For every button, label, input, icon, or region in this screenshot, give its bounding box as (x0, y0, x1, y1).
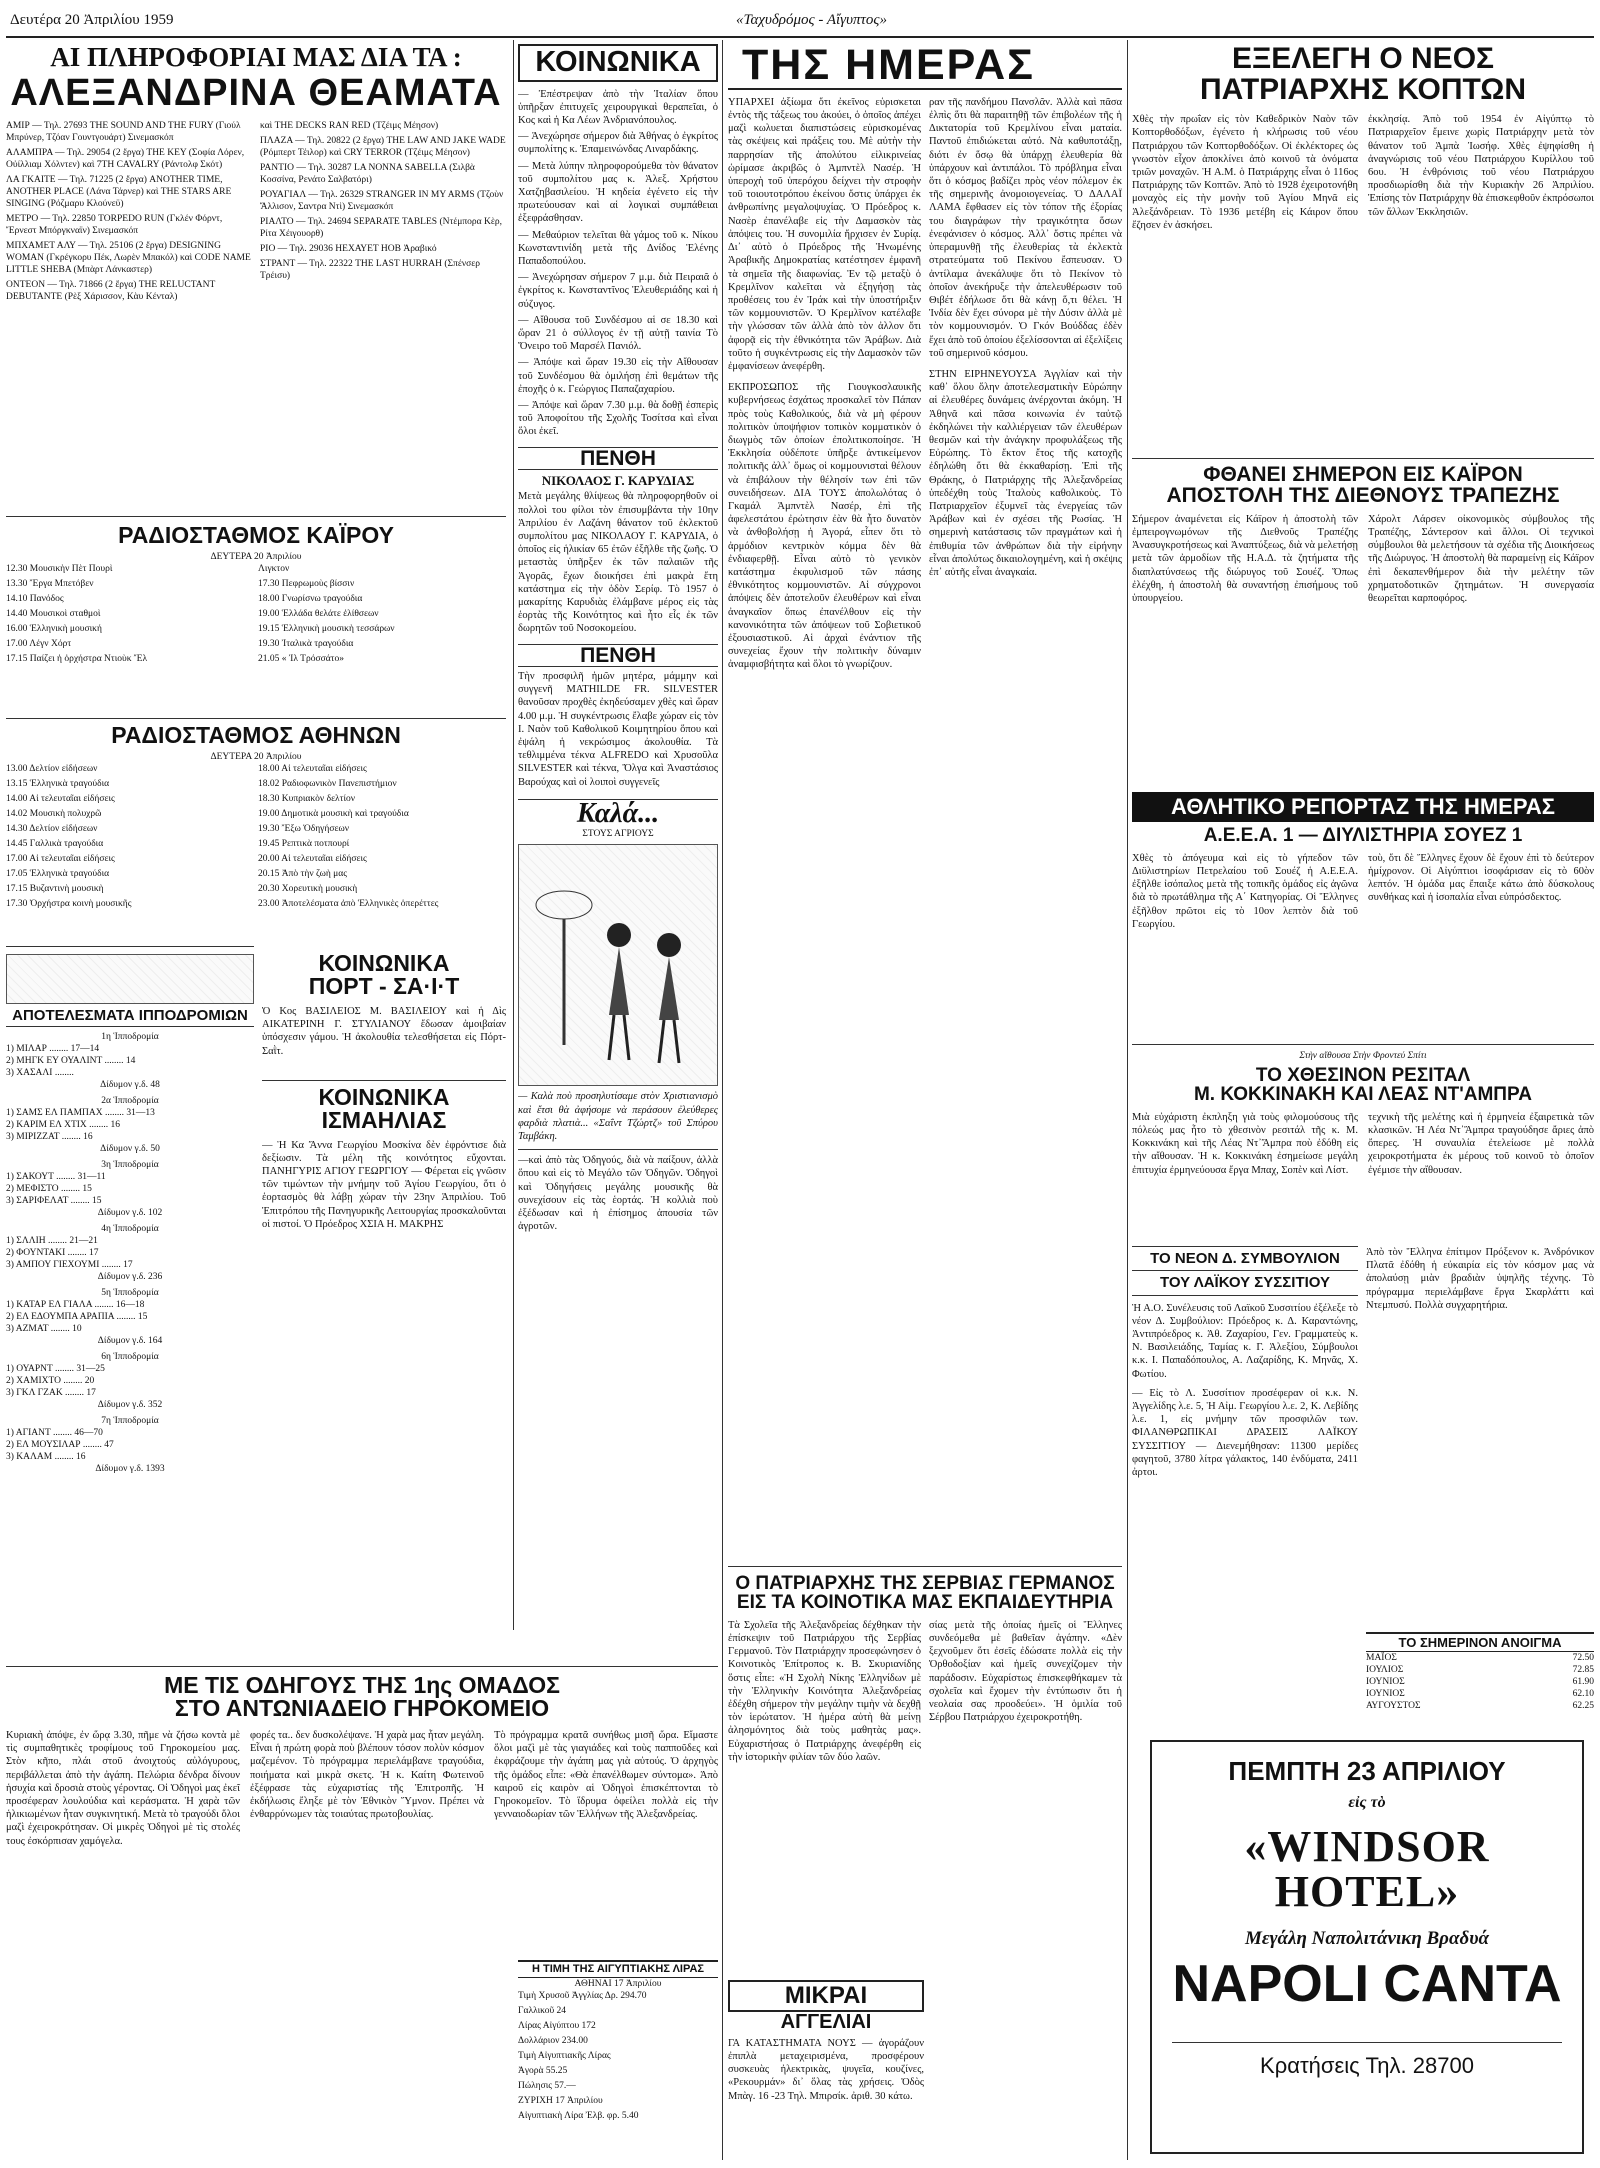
cinema-listing: ΑΛΑΜΠΡΑ — Τηλ. 29054 (2 ἔργα) THE KEY (Σοφία Λόρεν, Οὐίλλιαμ Χόλντεν) καὶ 7TH CAVALRY (Ράντολφ Σκότ) (6, 148, 245, 171)
social-item: — Μεθαύριον τελεῖται θὰ γάμος τοῦ κ. Νίκου Κωνσταντινίδη μετὰ τῆς Δνίδος Ἑλένης Παπαδοπούλου. (518, 229, 718, 268)
radio-program-item: 20.30 Χορευτικὴ μουσικὴ (258, 884, 358, 895)
horse-racing-illustration (6, 954, 254, 1004)
social-title: ΚΟΙΝΩΝΙΚΑ (518, 44, 718, 82)
social-port-said (262, 952, 506, 1652)
cinema-listing: ΜΕΤΡΟ — Τηλ. 22850 TORPEDO RUN (Γκλέν Φόρντ, Ἔρνεστ Μπόργκναϊν) Σινεμασκόπ (6, 214, 223, 237)
currency-rate: Τιμὴ Χρυσοῦ Ἀγγλίας Δρ. 294.70 (518, 1991, 647, 2002)
race-double: Δίδυμον γ.δ. 50 (100, 1144, 160, 1155)
race-double: Δίδυμον γ.δ. 352 (97, 1400, 163, 1411)
cotton-price: 62.25 (1572, 1701, 1594, 1712)
race-result: 3) ΣΑΡΙΦΕΛΑΤ ........ 15 (6, 1196, 102, 1207)
race-heading: 4η Ἱπποδρομία (101, 1224, 159, 1235)
of-the-day-col-1a: ΥΠΑΡΧΕΙ ἀξίωμα ὅτι ἐκεῖνος εὑρισκεται ἐντὸς τῆς τάξεως του ἀκούει, ὁ ὁποῖος ἀπέχει μαζὶ κωλυεται διαπιστώσεις εὑρισκομένας τὰς σκέψεις καὶ πράξεις του. Μὲ αὐτὴν τὴν παρρησίαν τῆς ἀπολύτου εἰλικρινείας ὡρίμασε ἀκριβῶς ὁ Ἀμπντὲλ Νασέρ. Ἡ ὑπεροχὴ τοῦ ὑπερόχου δείχνει τὴν στροφὴν τοῦ τοιουτοτρόπου ἐκείνου ὅστις ὑπάρχει ἐκ ἀνθρωπίνης μεγαλοψυχίας. Ὁ Πρόεδρος κ. Νασὲρ ἐπανέλαβε εἰς τὴν Δαμασκὸν τὰς ἀπόψεις του. Ἡ συνομιλία ἤρχισεν ἐν Συρίᾳ. Δι᾽ αὐτὸ ὁ Πρόεδρος τῆς Ἡνωμένης Ἀραβικῆς Δημοκρατίας κατέστησεν ἐμφανῆ τὰ σημεῖα τῆς διαφωνίας. Ἐν τῷ μεταξὺ ὁ Κρεμλῖνον καλεῖται νὰ ἐξηγήσῃ τὰς προθέσεις του ἐν Ἰράκ καὶ τὴν ὑποστήριξιν τῶν κομμουνιστῶν. Ὁ Κρεμλῖνον κατέλαβε τὴν γλώσσαν τῶν ἀλλὰ ἀπὸ τὸν ἀλλον ὅτι ἀφορᾷ εἰς τὴν ἐθνικότητα τῶν Ἀράβων. Διὰ τοῦτο ἡ συγκέντρωσις εἰς τὴν Δαμασκὸν τῶν ἐμφανίσεων ἀνεφέρθη. (728, 96, 921, 372)
radio-program-item: 17.30 Ὀρχήστρα κοινὴ μουσικῆς (6, 899, 132, 910)
radio-program-item: 23.00 Ἀποτελέσματα ἀπὸ Ἑλληνικὲς ὁπερέττες (258, 899, 439, 910)
race-result: 2) ΧΑΜΙΧΤΟ ........ 20 (6, 1376, 95, 1387)
social-item: — Ἐπέστρεψαν ἀπὸ τὴν Ἰταλίαν ὅπου ὑπῆρξαν ἐπιτυχεῖς χειρουργικαὶ θεραπεῖαι, ὁ Κος καὶ ἡ Κα Λέων Ἀνδριανόπουλος. (518, 88, 718, 126)
race-double: Δίδυμον γ.δ. 236 (97, 1272, 163, 1283)
radio-program-item: 12.30 Μουσικὴν Πὲτ Πουρὶ (6, 564, 113, 575)
windsor-hotel-ad (1150, 1740, 1584, 2154)
race-result: 1) ΜΙΛΑΡ ........ 17—14 (6, 1044, 100, 1055)
cotton-prices (1366, 1632, 1594, 1728)
social-item: — Ἀνεχώρησε σήμερον διὰ Ἀθήνας ὁ ἐγκρίτος συμπολίτης κ. Ἐπαμεινώνδας Λιναρδάκης. (518, 131, 718, 156)
radio-program-item: 19.30 Ἰταλικὰ τραγούδια (258, 639, 354, 650)
social-item: — Μετὰ λύπην πληροφορούμεθα τὸν θάνατον τοῦ συμπολίτου μας κ. Ἀλεξ. Χρήστου Χατζηβασιλείου. Ἡ κηδεία ἐγένετο εἰς τὴν πρωτεύουσαν καὶ αἱ λογικαὶ συμπάθειαι ἐξεφράσθησαν. (518, 160, 718, 225)
social-item: — Ἀνεχώρησαν σήμερον 7 μ.μ. διὰ Πειραιᾶ ὁ ἐγκρίτος κ. Κωνσταντῖνος Ἐλευθεριάδης καὶ ἡ σύζυγος. (518, 272, 718, 310)
race-heading: 5η Ἱπποδρομία (101, 1288, 159, 1299)
radio-athens-list-a (6, 763, 252, 913)
ad-date: ΠΕΜΠΤΗ 23 ΑΠΡΙΛΙΟΥ (1228, 1756, 1506, 1786)
radio-program-item: 16.00 Ἑλληνικὴ μουσική (6, 624, 102, 635)
guides-text-col-2: φορές τα.. δεν δυσκολέψανε. Ἡ χαρὰ μας ἦταν μεγάλη. Εἶναι ἡ πρώτη φορὰ ποὺ βλέπουν τόσον πολὺν κόσμον μαζεμένον. Τὸ πρόγραμμα περιελάμβανε τραγούδια, ποιήματα καὶ μικρὰ σκετς. Ἡ κ. Καίτη Φωτεινοῦ ἐξέφρασε τὰς εὐχαριστίας τῆς Ἐπιτροπῆς. Ἡ ἐκδήλωσις ἔληξε μὲ τὸν Ἐθνικὸν Ὕμνον. Πρέπει νὰ ἐνθαρρύνωμεν τὰς τοιαύτας πρωτοβουλίας. (249, 1729, 484, 1821)
race-heading: 3η Ἱπποδρομία (101, 1160, 159, 1171)
race-result: 1) ΣΑΚΟΥΤ ........ 31—11 (6, 1172, 106, 1183)
cotton-month: ΙΟΥΛΙΟΣ (1366, 1665, 1404, 1676)
soup-kitchen-text-2: — Εἰς τὸ Λ. Συσσίτιον προσέφεραν οἱ κ.κ. Ν. Ἀγγελίδης λ.ε. 5, Ἡ Αἰμ. Γεωργίου λ.ε. 2, Κ. Λεβίδης λ.ε. 1, εἰς μνήμην τῶν προσφιλῶν των. ΦΙΛΑΝΘΡΩΠΙΚΑΙ ΔΡΑΣΕΙΣ ΛΑΪΚΟΥ ΣΥΣΣΙΤΙΟΥ — Διενεμήθησαν: 11300 μερίδες φαγητοῦ, 3780 λίτρα γάλακτος, 140 ἐνδύματα, 2411 ἀρτοι. (1132, 1387, 1358, 1479)
race-result: 3) ΓΚΛ ΓΖΑΚ ........ 17 (6, 1388, 96, 1399)
column-divider (722, 40, 723, 2160)
of-the-day-section (728, 44, 1122, 1284)
radio-program-item: 17.05 Ἑλληνικὰ τραγούδια (6, 869, 110, 880)
cinema-listing: ΠΛΑΖΑ — Τηλ. 20822 (2 ἔργα) THE LAW AND JAKE WADE (Ρόμπερτ Τέιλορ) καὶ CRY TERROR (Τζέιμς Μέησον) (260, 136, 506, 159)
race-double: Δίδυμον γ.δ. 1393 (95, 1464, 165, 1475)
race-result: 1) ΣΑΜΣ ΕΛ ΠΑΜΠΑΧ ........ 31—13 (6, 1108, 155, 1119)
cotton-month: ΑΥΓΟΥΣΤΟΣ (1366, 1701, 1421, 1712)
cotton-month: ΜΑΪΟΣ (1366, 1653, 1397, 1664)
radio-program-item: 18.00 Γνωρίσνω τραγούδια (258, 594, 363, 605)
race-result: 3) ΑΜΠΟΥ ΓΙΕΧΟΥΜΙ ........ 17 (6, 1260, 133, 1271)
soup-kitchen-headline-2: ΤΟΥ ΛΑΪΚΟΥ ΣΥΣΣΙΤΙΟΥ (1132, 1271, 1358, 1295)
currency-date: ΑΘΗΝΑΙ 17 Ἀπριλίου (574, 1979, 662, 1990)
cinema-listing: ΑΜΙΡ — Τηλ. 27693 THE SOUND AND THE FURY (Γιούλ Μπρύνερ, Τζόαν Γουντγουάρτ) Σινεμασκόπ (6, 121, 241, 144)
recital-article (1132, 1044, 1594, 1244)
sports-report (1132, 792, 1594, 1042)
radio-program-item: 18.02 Ραδιοφωνικὸν Πανεπιστήμιον (258, 779, 397, 790)
cotton-prices-list (1366, 1652, 1594, 1712)
classifieds-title: ΜΙΚΡΑΙ (728, 1980, 924, 2012)
radio-cairo-date: ΔΕΥΤΕΡΑ 20 Ἀπριλίου (210, 552, 302, 563)
cinema-listing: καὶ THE DECKS RAN RED (Τζέιμς Μέησον) (260, 121, 439, 132)
of-the-day-col-2a: ραν τῆς πανδήμου Πανσλᾶν. Ἀλλὰ καὶ πᾶσα ἐλπὶς ὅτι θὰ παραιτηθῇ τῶν ἐπιβολέων τῆς ἡ Δικτατορία τοῦ Κρεμλίνου εἶναι ματαία. Παντοῦ ἐπιδιώκεται αὐτό. Νὰ καθυποτάξῃ, διότι ἐν ὅσῳ θὰ ὑπάρχῃ ἐλευθερία θὰ ὑπάρχουν καὶ ἀντιπάλοι. Τὸ πρόβλημα εἶναι ὅτι ὁ κόσμος βαδίζει πρὸς νέον πόλεμον ἐκ τῆς σημερινῆς ἀνομοιογενείας. Ὁ ΔΑΛΑΪ ΛΑΜΑ ἔφθασεν εἰς τὸν τόπον τῆς ἐξορίας του διαγράφων τὴν τραγικότητα ὅσων ἐνεφάνισεν ὁ κόσμος. Ἀλλ᾽ ὅστις πρέπει νὰ ὑπεραμυνθῇ τῆς ἐλευθερίας τὰ ἐκλεκτὰ στρατεύματα τοῦ Πεκίνου ἔσπευσαν. Ὁ ἀντίλαμα ἀνεκάλυψε ὅτι τὸ Πεκίνον τὸ ὁποῖον ἀνεκήρυξε τὴν ἀπελευθέρωσιν τοῦ Θιβέτ ἐδήλωσε ὅτι θὰ κάνῃ ὅ,τι θέλει. Ἡ Ἰνδία δὲν ἔχει σύνορα μὲ τὴν Δύσιν ἀλλὰ μὲ τὸν κομμουνισμόν. Ὁ Γκόν Βούδδας ἐδὲν ἔχει ἀπὸ τοῦ ὁποίου ἐξελίσσονται αἱ ἐξελίξεις τοῦ σημερινοῦ κόσμου. (929, 96, 1122, 359)
cinema-listing: ΜΠΧΑΜΕΤ ΑΛΥ — Τηλ. 25106 (2 ἔργα) DESIGNING WOMAN (Γκρέγκορυ Πέκ, Λωρὲν Μπακόλ) καὶ CODE NAME LITTLE SHEBA (Μπὰρτ Λάνκαστερ) (6, 241, 251, 276)
currency-rate: Πώλησις 57.— (518, 2081, 576, 2092)
ad-venue-prefix: εἰς τὸ (1348, 1793, 1386, 1811)
cotton-price-row (1366, 1688, 1594, 1700)
ad-hotel-name: «WINDSOR HOTEL» (1244, 1821, 1490, 1916)
ismailia-subtitle: ΙΣΜΑΗΛΙΑΣ (321, 1107, 447, 1134)
coptic-text-col-2: ἐκκλησίᾳ. Ἀπὸ τοῦ 1954 ἐν Αἰγύπτῳ τὸ Πατριαρχεῖον ἔμεινε χωρὶς Πατριάρχην μετὰ τὸν θάνατον τοῦ Ἀμπὰ Ἰωσήφ. Χθὲς ἐψηφίσθη ἡ ἀναγνώρισις τοῦ νέου Πατριάρχου Κυρίλλου τοῦ 6ου. Ἡ ἐνθρόνισις τοῦ νέου Πατριάρχου προσδιωρίσθη διὰ τὴν Κυριακὴν 26 Ἀπριλίου. Ἐπίσης τὸν Πατριάρχην θὰ ἐπισκεφθοῦν ἐκπρόσωποι τῶν ἄλλων Ἐκκλησιῶν. (1368, 114, 1594, 218)
port-said-text: Ὁ Κος ΒΑΣΙΛΕΙΟΣ Μ. ΒΑΣΙΛΕΙΟΥ καὶ ἡ Δὶς ΑΙΚΑΤΕΡΙΝΗ Γ. ΣΤΥΛΙΑΝΟΥ ἔδωσαν ἀμοιβαίαν ὑπόσχεσιν γάμου. Ἡ ἀκολουθία τελεσθήσεται εἰς Πόρτ-Σαῒτ. (262, 1005, 506, 1057)
radio-program-item: 13.00 Δελτίον εἰδήσεων (6, 764, 98, 775)
radio-program-item: 17.00 Λέγν Χόρτ (6, 639, 72, 650)
currency-section (518, 1960, 718, 2160)
cinema-listing: ΡΙΑΛΤΟ — Τηλ. 24694 SEPARATE TABLES (Ντέμπορα Κὲρ, Ρίτα Χέιγουορθ) (260, 217, 502, 240)
cinema-list-a (6, 120, 252, 306)
column-divider (513, 40, 514, 1630)
race-result: 2) ΜΗΓΚ ΕΥ ΟΥΑΛΙΝΤ ........ 14 (6, 1056, 136, 1067)
cartoon-caption: — Καλὰ ποὺ προσηλυτίσαμε στὸν Χριστιανισμὸ καὶ ἔτσι θὰ ἀφήσομε νὰ περάσουν ἐλεύθερες φαρδιὰ πλατιὰ... «Σαΐντ Τζώρτζ» τοῦ Σπύρου Ταμβάκη. (518, 1091, 718, 1142)
social-item: — Αἴθουσα τοῦ Συνδέσμου αἱ σε 18.30 καὶ ὥραν 21 ὁ σύλλογος ἐν τῇ αὐτῇ ταινία Τὸ Ὄνειρο τοῦ Μαρσέλ Πανιόλ. (518, 314, 718, 353)
sports-text-col-2: τοὺ, ὅτι δὲ Ἕλληνες ἔχουν δὲ ἔχουν ἐπὶ τὸ δεύτερον ἡμίχρονον. Οἱ Αἰγύπτιοι ἰσοφάρισαν εἰς τὸ 60ὸν λεπτόν. Ἡ ὁμάδα μας ἔπαιξε κάτω ἀπὸ δύσκολους συνθήκας καὶ ἡ ἰσοπαλία εἶναι εὐπρόσδεκτος. (1368, 852, 1594, 904)
race-result: 1) ΟΥΑΡΝΤ ........ 31—25 (6, 1364, 105, 1375)
currency-rates (518, 1990, 718, 2122)
classifieds-text: ΓΑ ΚΑΤΑΣΤΗΜΑΤΑ ΝΟΥΣ — ἀγοράζουν ἐπιπλὰ μεταχειρισμένα, προσφέρουν συσκευὰς ἠλεκτρικὰς, ψυγεῖα, κουζίνες, «Ρεκουρμάν» δι᾽ ὅλας τὰς χρήσεις. Ὁδὸς Μπὰγ. 16 -23 Τηλ. Μπιρσίκ. ἀριθ. 30 κάτω. (728, 2037, 924, 2102)
cotton-price: 72.50 (1572, 1653, 1594, 1664)
cotton-price: 61.90 (1572, 1677, 1594, 1688)
radio-program-item: 17.00 Αἱ τελευταῖαι εἰδήσεις (6, 854, 115, 865)
race-heading: 1η Ἱπποδρομία (101, 1032, 159, 1043)
world-bank-text-col-1: Σήμερον ἀναμένεται εἰς Κάϊρον ἡ ἀποστολὴ τῶν ἐμπειρογνωμόνων τῆς Διεθνοῦς Τραπέζης Ἀνασυγκροτήσεως καὶ Ἀναπτύξεως, διὰ νὰ μελετήσῃ μετὰ τῶν ἀρμοδίων τῆς Η.Α.Δ. τὰ ζητήματα τῆς διαπλατύνσεως τῆς διώρυγος τοῦ Σουέζ. Ὅπως ἐλέχθη, ἡ ἀποστολὴ θὰ συναντήσῃ ἐπισήμους τοῦ ὑπουργείου. (1132, 513, 1358, 605)
horse-racing-title: ΑΠΟΤΕΛΕΣΜΑΤΑ ΙΠΠΟΔΡΟΜΙΩΝ (6, 1008, 254, 1027)
race-heading: 7η Ἱπποδρομία (101, 1416, 159, 1427)
cinema-list-b (260, 120, 506, 306)
recital-text-col-3: Ἀπὸ τὸν Ἕλληνα ἐπίτιμον Πρόξενον κ. Ἀνδρόνικον Πλατᾶ ἐδόθη ἡ εὐκαιρία εἰς τὸν κόσμον μας νὰ ἀπολαύσῃ μιὰν βραδιὰν ὑψηλῆς τέχνης. Τὸ πρόγραμμα περιελάμβανε ἔργα Σκαρλάττι καὶ Ντεμπυσύ. Πολλὰ συγχαρητήρια. (1366, 1247, 1594, 1311)
currency-rate: Τιμὴ Αἰγυπτιακῆς Λίρας (518, 2051, 611, 2062)
port-said-subtitle: ΠΟΡΤ - ΣΑ·Ι·Τ (308, 973, 460, 1000)
radio-program-item: 14.02 Μουσικὴ πολυχρῶ (6, 809, 102, 820)
social-item: — Ἀπόψε καὶ ὥραν 7.30 μ.μ. θὰ δοθῇ ἐσπερὶς τοῦ Ἀποφοίτου τῆς Σχολῆς Τοσίτσα καὶ εἶναι ὅλοι ἐκεῖ. (518, 400, 718, 438)
world-bank-headline-2: ΑΠΟΣΤΟΛΗ ΤΗΣ ΔΙΕΘΝΟΥΣ ΤΡΑΠΕΖΗΣ (1166, 484, 1560, 508)
world-bank-text-col-2: Χάρολτ Λάρσεν οἰκονομικὸς σύμβουλος τῆς Τραπέζης, Σάντερσον καὶ ἄλλοι. Οἱ τεχνικοὶ σύμβουλοι θὰ μελετήσουν τὰ σχέδια τῆς Διοικήσεως τῆς Διώρυγος. Ἡ ἀποστολὴ θὰ παραμείνῃ εἰς Κάϊρον ἐπὶ δεκαπενθήμερον διὰ τὴν μελέτην τῶν χρηματοδοτικῶν ζητημάτων. Ἡ συνεργασία θεωρεῖται καρποφόρος. (1368, 513, 1594, 605)
cinema-listing: ΟΝΤΕΟΝ — Τηλ. 71866 (2 ἔργα) THE RELUCTANT DEBUTANTE (Ρὲξ Χάρισσον, Κὰυ Κένταλ) (6, 280, 216, 303)
radio-program-item: 20.00 Αἱ τελευταῖαι εἰδήσεις (258, 854, 367, 865)
cartoon-drawing (519, 845, 717, 1083)
cinema-listing: ΡΙΟ — Τηλ. 29036 ΗΕΧΑΥΕΤ ΗΟΒ Ἀραβικό (260, 244, 437, 255)
race-heading: 6η Ἱπποδρομία (101, 1352, 159, 1363)
currency-rate: ΖΥΡΙΧΗ 17 Ἀπριλίου (518, 2096, 603, 2107)
radio-program-item: 13.15 Ἑλληνικὰ τραγούδια (6, 779, 110, 790)
header-date: Δευτέρα 20 Ἀπριλίου 1959 (10, 12, 174, 28)
column-divider (1127, 40, 1128, 2160)
currency-rate: Δολλάριον 234.00 (518, 2036, 588, 2047)
guides-text-col-3: Τὸ πρόγραμμα κρατᾶ συνήθως μισῆ ὥρα. Εἴμαστε ὅλοι μαζὶ μὲ τὰς γιαγιάδες καὶ τοὺς παπποῦδες καὶ ἐκφράζουμε τὴν ἀγάπη μας γιὰ αὐτούς. Ὁ ἀρχηγὸς τῆς ὁμάδος εἶπε: «Θὰ ἐπανέλθωμεν σύντομα». Ἀπὸ καιροῦ εἰς καιρὸν αἱ Ὁδηγοὶ ἐπισκέπτονται τὸ Γηροκομεῖον. Τὸ ἵδρυμα ὀφείλει πολλὰ εἰς τὴν γενναιοδωρίαν τῶν Ἑλλήνων τῆς Ἀλεξανδρείας. (493, 1729, 718, 1821)
radio-program-item: 21.05 « Ἰλ Τρόσσάτο» (258, 654, 344, 665)
race-result: 2) ΜΕΦΙΣΤΟ ........ 15 (6, 1184, 92, 1195)
page-header (6, 6, 1594, 38)
currency-title: Η ΤΙΜΗ ΤΗΣ ΑΙΓΥΠΤΙΑΚΗΣ ΛΙΡΑΣ (518, 1960, 718, 1978)
radio-program-item: 14.45 Γαλλικὰ τραγούδια (6, 839, 104, 850)
serbia-headline-1: Ο ΠΑΤΡΙΑΡΧΗΣ ΤΗΣ ΣΕΡΒΙΑΣ ΓΕΡΜΑΝΟΣ (735, 1573, 1115, 1594)
classifieds-subtitle: ΑΓΓΕΛΙΑΙ (780, 2011, 872, 2034)
cinema-listing: ΣΤΡΑΝΤ — Τηλ. 22322 THE LAST HURRAH (Σπένσερ Τρέισυ) (260, 259, 480, 282)
soup-kitchen-headline-1: ΤΟ ΝΕΟΝ Δ. ΣΥΜΒΟΥΛΙΟΝ (1132, 1246, 1358, 1271)
serbia-text-col-1: Τὰ Σχολεῖα τῆς Ἀλεξανδρείας δέχθηκαν τὴν ἐπίσκεψιν τοῦ Πατριάρχου τῆς Σερβίας Γερμανοῦ. Τὸν Πατριάρχην προσεφώνησεν ὁ Κοινοτικὸς Ἐπίτροπος κ. Β. Σκυριανίδης ὅστις εἶπε: «Ἡ Σχολὴ Νίκης Ἑλληνίδων μὲ τὴν Ἑλληνικὴν Κοινότητα Ἀλεξανδρείας ἐδέχθη σήμερον τὴν μεγάλην τιμὴν νὰ δεχθῇ τὸν ἱερώτατον. Ἡ ἡμέρα αὐτὴ θὰ μείνῃ ἀλησμόνητος διὰ τοὺς μαθητὰς μας». Εὐχαριστήσας ὁ Πατριάρχης ἀνεφέρθη εἰς τὴν ἱστορικὴν φιλίαν τῶν δύο λαῶν. (728, 1619, 921, 1763)
radio-program-item: 19.45 Ρεπτικὰ ποτπουρί (258, 839, 350, 850)
cartoon-subtitle: ΣΤΟΥΣ ΑΓΡΙΟΥΣ (582, 829, 654, 840)
of-the-day-col-1b: ΕΚΠΡΟΣΩΠΟΣ τῆς Γιουγκοσλαυικῆς κυβερνήσεως ἐσχάτως προσκαλεῖ τὸν Πάπαν πρὸς τοὺς Καθολικούς, διὰ νὰ μὴ φέρουν πολιτικὸν ὑποψήφιον τοπικὸν κομματικὸν ὁ διωγμὸς τῶν ὁποίων ἐπολιτικοποίησε. Ἡ Ἐκκλησία οὐδέποτε ὑπῆρξε ἀντικείμενον πολιτικῆς ἀλλ᾽ ὅμως οἱ κομμουνισταὶ θέλουν νὰ ἐπιβάλουν τὴν θέλησίν των ἐπὶ τῶν συνειδήσεων. ΔΙΑ ΤΟΥΣ ἀπολωλότας ὁ Γκαμάλ Ἀμπντὲλ Νασέρ, ἐπὶ τῆς ἀφελεστάτου ἐρώτησιν ἐὰν θὰ ἦτο δυνατὸν νὰ ἀνθοβολήσῃ ἡ Ἀγορά, εἶπεν ὅτι τὸ ἀρμόδιον κεντρικὸν κόμμα δὲν θὰ ἐνδιαφερθῇ. Εἶναι αὐτὸ τὸ γενικὸν κατάστημα ἐκφυλισμοῦ τῶν πάσης ἐθνικότητος κομμουνιστῶν. Αἱ σύγχρονοι ἀπόψεις δὲν ἀποτελοῦν ἐλευθέρων καὶ εἶναι ἀναγκαῖον ὅπως ἐπανέλθουν εἰς τὴν κανονικότητα τῶν ἀπόψεων τοῦ Σοβιετικοῦ ἐξουσιαστικοῦ. Αἱ ἀρχαὶ ἐνάντιον τῆς συνεχείας ἔχουν τὴν πολιτικὴν δύναμιν ἀναμφισβήτητα καὶ ὅλοι τὸ γνωρίζουν. (728, 382, 921, 671)
radio-program-item: 17.15 Παίζει ἡ ὀρχήστρα Ντιοὺκ Ἔλ (6, 654, 148, 665)
race-result: 2) ΕΛ ΜΟΥΣΙΛΑΡ ........ 47 (6, 1440, 114, 1451)
radio-athens-title: ΡΑΔΙΟΣΤΑΘΜΟΣ ΑΘΗΝΩΝ (111, 722, 401, 748)
serbia-article (728, 1566, 1122, 1876)
race-double: Δίδυμον γ.δ. 102 (97, 1208, 163, 1219)
race-result: 2) ΚΑΡΙΜ ΕΛ ΧΤΙΧ ........ 16 (6, 1120, 121, 1131)
radio-program-item: 19.15 Ἑλληνικὴ μουσικὴ τεσσάρων (258, 624, 395, 635)
ismailia-title: ΚΟΙΝΩΝΙΚΑ (318, 1083, 450, 1110)
coptic-patriarch-article (1132, 44, 1594, 454)
radio-athens-section (6, 718, 506, 948)
cinema-listing: ΛΑ ΓΚΑΙΤΕ — Τηλ. 71225 (2 ἔργα) ANOTHER TIME, ANOTHER PLACE (Λάνα Τάρνερ) καὶ THE STARS ARE SINGING (Ρόζμαρυ Κλούνεϋ) (6, 175, 232, 210)
ad-event-name: NAPOLI CANTA (1172, 1954, 1562, 2013)
obituary-2-title: ΠΕΝΘΗ (518, 644, 718, 667)
header-paper-name: «Ταχυδρόμος - Αἴγυπτος» (736, 12, 887, 28)
race-result: 1) ΣΛΛΙΗ ........ 21—21 (6, 1236, 98, 1247)
race-result: 3) ΚΑΛΑΜ ........ 16 (6, 1452, 86, 1463)
coptic-headline-1: ΕΞΕΛΕΓΗ Ο ΝΕΟΣ (1231, 44, 1495, 75)
recital-kicker: Στὴν αἴθουσα Στὴν Φροντεύ Σπίτι (1299, 1051, 1427, 1061)
radio-program-item: 19.00 Δημοτικὰ μουσικὴ καὶ τραγούδια (258, 809, 409, 820)
obituary-title: ΠΕΝΘΗ (518, 447, 718, 470)
classifieds-section (728, 1980, 924, 2162)
social-item: — Ἀπόψε καὶ ὥραν 19.30 εἰς τὴν Αἴθουσαν τοῦ Συνδέσμου θὰ ὁμιλήσῃ ἐπὶ θεμάτων τῆς ἐποχῆς ὁ κ. Γεώργιος Παπαζαχαρίου. (518, 357, 718, 395)
guides-headline-2: ΣΤΟ ΑΝΤΩΝΙΑΔΕΙΟ ΓΗΡΟΚΟΜΕΙΟ (174, 1695, 550, 1722)
entertainment-headline: ΑΛΕΞΑΝΔΡΙΝΑ ΘΕΑΜΑΤΑ (10, 71, 502, 114)
radio-program-item: 19.00 Ἑλλάδα θελάτε ἐλίθσεων (258, 609, 379, 620)
race-double: Δίδυμον γ.δ. 164 (97, 1336, 163, 1347)
radio-program-item: Λιγκτον (258, 564, 290, 575)
obituary-2-text: Τὴν προσφιλῆ ἡμῶν μητέρα, μάμμην καὶ συγγενῆ MATHILDE FR. SILVESTER θανοῦσαν προχθὲς ἐκηδεύσαμεν χθὲς καὶ ὥραν 4.00 μ.μ. Ἡ συγκέντρωσις ἔλαβε χώραν εἰς τὸν Ι. Ναὸν τοῦ Καθολικοῦ Κοιμητηρίου ὅπου καὶ ἐψάλη ἡ νεκρώσιμος ἀκολουθία. Τὰ τεθλιμμένα τέκνα ALFREDO καὶ Χρυσοῦλα SILVESTER καὶ τέκνα, Ὄλγα καὶ Ἀναστάσιος Βαρούχας καὶ οἱ λοιποὶ συγγενεῖς (518, 670, 718, 788)
sports-report-title: ΑΘΛΗΤΙΚΟ ΡΕΠΟΡΤΑΖ ΤΗΣ ΗΜΕΡΑΣ (1132, 792, 1594, 822)
cartoon-illustration (518, 844, 718, 1086)
radio-cairo-list-b (258, 563, 504, 668)
radio-program-item: 17.15 Βυζαντινὴ μουσικὴ (6, 884, 104, 895)
race-results (6, 1031, 254, 1475)
race-double: Δίδυμον γ.δ. 48 (100, 1080, 160, 1091)
radio-program-item: 20.15 Ἀπὸ τὴν ζωὴ μας (258, 869, 348, 880)
obituary-text: Μετὰ μεγάλης θλίψεως θὰ πληροφορηθοῦν οἱ πολλοὶ του φίλοι τὸν ἐπισυμβάντα τὴν 10ην Ἀπριλίου ἐν Λαζάνη θάνατον τοῦ ἐκλεκτοῦ συμπολίτου μας ΝΙΚΟΛΑΟΥ Γ. ΚΑΡΥΔΙΑ, ὁ ὁποῖος εἰς ἡλικίαν 65 ἐτῶν ἐξῆλθε τῆς ζωῆς. Ὁ μεταστὰς ὑπῆρξεν ἐκ τῶν παλαιῶν τῆς Ἀγορᾶς, ἔχων διοικήσει ἐπὶ μακρὰ ἔτη κατάστημα εἰς τὴν ὁδὸν Σερίφ. Τὸ 1957 ὁ μακαρίτης Καρυδιὰς ἐλάμβανε μέρος εἰς τὰς ἑορτὰς τῆς Κοινότητος καὶ ἦτο εἷς ἐκ τῶν δωρητῶν τοῦ Νοσοκομείου. (518, 491, 718, 635)
recital-headline-2: Μ. ΚΟΚΚΙΝΑΚΗ ΚΑΙ ΛΕΑΣ ΝΤ'ΑΜΠΡΑ (1193, 1084, 1533, 1106)
race-heading: 2α Ἱπποδρομία (101, 1096, 159, 1107)
race-result: 3) ΜΙΡΙΖΖΑΤ ........ 16 (6, 1132, 93, 1143)
sports-text-col-1: Χθὲς τὸ ἀπόγευμα καὶ εἰς τὸ γήπεδον τῶν Διϋλιστηρίων Πετρελαίου τοῦ Σουέζ ἡ Α.Ε.Ε.Α. ἐξῆλθε ἰσόπαλος μετὰ τῆς τοπικῆς ὁμάδος εἰς ἀγῶνα διὰ τὸ πρωτάθλημα τῆς Α΄ Κατηγορίας. Οἱ Ἕλληνες ἐξῆλθον πρῶτοι εἰς τὸ 10ον λεπτὸν διὰ τοῦ Γεωργίου. (1132, 852, 1358, 930)
radio-program-item: 14.40 Μουσικοὶ σταθμοὶ (6, 609, 101, 620)
cotton-price: 72.85 (1572, 1665, 1594, 1676)
guides-headline-1: ΜΕ ΤΙΣ ΟΔΗΓΟΥΣ ΤΗΣ 1ης ΟΜΑΔΟΣ (164, 1672, 560, 1698)
radio-cairo-list-a (6, 563, 252, 668)
race-result: 3) ΧΑΣΑΛΙ ........ (6, 1068, 74, 1079)
cotton-price-row (1366, 1700, 1594, 1712)
race-result: 3) ΑΖΜΑΤ ........ 10 (6, 1324, 82, 1335)
radio-cairo-section (6, 516, 506, 726)
race-result: 1) ΑΓΙΑΝΤ ........ 46—70 (6, 1428, 103, 1439)
radio-program-item: 18.00 Αἱ τελευταῖαι εἰδήσεις (258, 764, 367, 775)
radio-program-item: 17.30 Πεφρωμοὺς βίσσιν (258, 579, 355, 590)
radio-program-item: 18.30 Κυπριακὸν δελτίον (258, 794, 356, 805)
recital-headline-1: ΤΟ ΧΘΕΣΙΝΟΝ ΡΕΣΙΤΑΛ (1255, 1065, 1471, 1086)
radio-cairo-title: ΡΑΔΙΟΣΤΑΘΜΟΣ ΚΑΪΡΟΥ (118, 522, 394, 548)
cotton-month: ΙΟΥΝΙΟΣ (1366, 1677, 1405, 1688)
serbia-text-col-2: σίας μετὰ τῆς ὁποίας ἡμεῖς οἱ Ἕλληνες συνδεόμεθα μὲ βαθεῖαν ἀγάπην. «Δὲν ξεχνοῦμεν ὅτι ἐσεῖς ἐδώσατε πολλὰ εἰς τὴν Ὀρθοδοξίαν καὶ ἡμεῖς συνεχίζομεν τὴν παράδοσιν. Εὐχαρίστως ἐπισκεφθήκαμεν τὰ σχολεῖα καὶ ἔχομεν τὴν ἐντύπωσιν ὅτι ἡ νεολαία σας προοδεύει». Ἡ ὁμιλία τοῦ Σέρβου Πατριάρχου ἐχειροκροτήθη. (929, 1619, 1122, 1724)
ad-event-subtitle: Μεγάλη Ναπολιτάνικη Βραδυά (1244, 1927, 1490, 1949)
currency-rate: Λίρας Αἰγύπτου 172 (518, 2021, 596, 2032)
of-the-day-col-2b: ΣΤΗΝ ΕΙΡΗΝΕΥΟΥΣΑ Ἀγγλίαν καὶ τὴν καθ᾽ ὅλου ὅλην ἀποτελεσματικὴν Εὐρώπην αἱ ἐλευθέρες δυνάμεις ἀνέρχονται ἀκόμη. Ἡ Ἀθηνᾶ καὶ πᾶσα κοινωνία ἐν ταὐτῷ ἐκδηλώνει τὴν καλλιέργειαν τῶν ἐλευθέρων θεσμῶν καὶ τὴν ἀνάγκην προφυλάξεως τῆς Εὐρώπης. Τὸ ἔκτον ἔτος τῆς κατοχῆς ἐδηλώθη ὅτι θὰ ἐκκαθαρίσῃ. Ἐπὶ τῆς Θράκης, ὁ Πατριάρχης τῆς Ἀλεξανδρείας ὑπεδέχθη τοὺς Ἰταλοὺς καθολικοὺς. Τὸ Πατριαρχεῖον ἐξυμνεῖ τὰς ἐνεργείας τῶν Ἀράβων καὶ ἐν σχέσει τῆς Ρωσίας. Ἡ σημερινὴ κατάστασις τῶν πραγμάτων καὶ ἡ ἐπιθυμία τῶν ἀνθρώπων διὰ τὴν εἰρήνην εἶναι ἀπολύτως δικαιολογημένη, καὶ ἡ σκέψις ἐπ᾽ αὐτῆς εἶναι ἀναγκαία. (929, 368, 1122, 578)
coptic-text-col-1: Χθὲς τὴν πρωΐαν εἰς τὸν Καθεδρικὸν Ναὸν τῶν Κοπτορθοδόξων, ἐγένετο ἡ κλήρωσις τοῦ νέου Πατριάρχου τῶν Κοπτορθοδόξων. Οἱ ἐκλέκτορες ὡς γνωστὸν εἶχον ἀποκλίνει ἀπὸ κοινοῦ τὰ ὀνόματα τριῶν μοναχῶν. Ἡ Α.Μ. ὁ Πατριάρχης εἶναι ὁ 116ος Πατριάρχης τῶν Κοπτῶν. Ἀπὸ τὸ 1928 ἐχειροτονήθη μοναχὸς εἰς τὴν μονὴν τοῦ Ἁγίου Μηνᾶ εἰς Ἀλεξάνδρειαν. Τὸ 1936 μετέβη εἰς Κάιρον ὅπου ἔζησεν ἐν ἀσκήσει. (1132, 114, 1358, 231)
recital-continued (1366, 1246, 1594, 1628)
ad-reservations: Κρατήσεις Τηλ. 28700 (1260, 2052, 1474, 2078)
radio-program-item: 14.30 Δελτίον εἰδήσεων (6, 824, 98, 835)
cartoon-title: Καλά... (518, 799, 718, 829)
radio-program-item: 14.00 Αἱ τελευταῖαι εἰδήσεις (6, 794, 115, 805)
cotton-month: ΙΟΥΝΙΟΣ (1366, 1689, 1405, 1700)
obituary-name: ΝΙΚΟΛΑΟΣ Γ. ΚΑΡΥΔΙΑΣ (541, 473, 695, 489)
guides-text-col-1: Κυριακὴ ἀπόψε, ἐν ὥρᾳ 3.30, πῆμε νὰ ζήσω κοντὰ μὲ τὶς συμπαθητικὲς τροφίμους τοῦ Γηροκομείου μας. Στὸν κῆπο, πλάι στοῦ ἀνοιχτούς αὐλόγυρους, περιβάλλεται ἀπὸ τὴν ἀγάπη. Πελώρια δένδρα δίνουν ἡσυχία καὶ δροσιὰ στοὺς γέροντας. Οἱ Ὁδηγοὶ μας ἐκεῖ προσέφεραν λουλούδια καὶ κεράσματα. Ἡ χαρὰ τῶν ἡλικιωμένων ἦταν συγκινητική. Μετὰ τὸ τραγούδι ὅλοι μαζὶ ἐχειροκρότησαν. Οἱ μικρὲς Ὁδηγοὶ μὲ τὶς στολές τους ἐσκόρπισαν χαμόγελα. (6, 1729, 240, 1847)
recital-text-col-2: τεχνικὴ τῆς μελέτης καὶ ἡ ἐρμηνεία ἐξαιρετικὰ τῶν κλασικῶν. Ἡ Λέα Ντ᾽Ἄμπρα τραγούδησε ἄριες ἀπὸ ὄπερες. Ἡ συναυλία ἐτελείωσε μὲ πολλὰ χειροκροτήματα ἐκ μέρους τοῦ κοινοῦ τὸ ὁποῖον ἐγέμισε τὴν αἴθουσαν. (1368, 1111, 1594, 1176)
radio-athens-date: ΔΕΥΤΕΡΑ 20 Ἀπριλίου (210, 752, 302, 763)
horse-racing-section (6, 946, 254, 1656)
cotton-price: 62.10 (1572, 1689, 1594, 1700)
cotton-price-row (1366, 1652, 1594, 1664)
social-more-text: —καὶ ἀπὸ τὰς Ὁδηγούς, διὰ νὰ παίξουν, ἀλλὰ ὅπου καὶ εἰς τὸ Μεγάλο τῶν Ὁδηγῶν. Ὁδηγοὶ καὶ Ὁδηγήσεις μεγάλης μουσικῆς θὰ συνεχίσουν εἰς τὰς ἑορτάς. Ἡ κολλιὰ ποὺ ἐξέδωσαν καὶ ἡ ἐπίσημος ἀπουσία τῶν ἀγροτῶν. (518, 1149, 718, 1233)
recital-text-col-1: Μιὰ εὐχάριστη ἐκπληξη γιὰ τοὺς φιλομούσους τῆς πόλεώς μας ἦτο τὸ χθεσινὸν ρεσιτάλ τῆς κ. Μ. Κοκκινάκη καὶ τῆς Λέας Ντ᾽Ἄμπρα ποὺ ἐδόθη εἰς τὴν αἴθουσαν. Ἡ κ. Κοκκινάκη ἐσημείωσε μεγάλη ἐπιτυχία ἐρμηνεύουσα ἔργα Μπαχ, Σοπὲν καὶ Λίστ. (1132, 1111, 1358, 1176)
radio-program-item: 19.30 Ἔξω Ὁδηγήσεων (258, 824, 349, 835)
cotton-price-row (1366, 1676, 1594, 1688)
cinema-listing: ΡΑΝΤΙΟ — Τηλ. 30287 LA NONNA SABELLA (Σιλβὰ Κοσσίνα, Ρενάτο Σαλβατόρι) (260, 163, 475, 186)
social-items (518, 88, 718, 439)
race-result: 2) ΦΟΥΝΤΑΚΙ ........ 17 (6, 1248, 99, 1259)
cotton-price-row (1366, 1664, 1594, 1676)
currency-rate: Γαλλικοῦ 24 (518, 2006, 567, 2017)
cotton-prices-title: ΤΟ ΣΗΜΕΡΙΝΟΝ ΑΝΟΙΓΜΑ (1366, 1632, 1594, 1652)
serbia-headline-2: ΕΙΣ ΤΑ ΚΟΙΝΟΤΙΚΑ ΜΑΣ ΕΚΠΑΙΔΕΥΤΗΡΙΑ (736, 1592, 1114, 1614)
sports-match-headline: Α.Ε.Ε.Α. 1 — ΔΙΥΛΙΣΤΗΡΙΑ ΣΟΥΕΖ 1 (1203, 825, 1523, 847)
entertainment-section (6, 44, 506, 514)
radio-athens-list-b (258, 763, 504, 913)
of-the-day-title: ΤΗΣ ΗΜΕΡΑΣ (728, 44, 1122, 90)
soup-kitchen-text: Ἡ Α.Ο. Συνέλευσις τοῦ Λαϊκοῦ Συσσιτίου ἐξέλεξε τὸ νέον Δ. Συμβούλιον: Πρόεδρος κ. Δ. Καραντώνης, Ἀντιπρόεδρος κ. Ἀθ. Ζαχαρίου, Γεν. Γραμματεὺς κ. Ν. Βασιλειάδης, Ταμίας κ. Γ. Ἀλεξίου, Σύμβουλοι κ.κ. Ι. Παπαδόπουλος, Α. Λαζαρίδης, Κ. Μηνᾶς, Χ. Φωτίου. (1132, 1302, 1358, 1380)
port-said-title: ΚΟΙΝΩΝΙΚΑ (318, 952, 450, 976)
ismailia-text: — Ἡ Κα Ἄννα Γεωργίου Μοσκίνα δὲν ἐφρόντισε διὰ δεξίωσιν. Τὰ μέλη τῆς κοινότητος εὔχονται. ΠΑΝΗΓΥΡΙΣ ΑΓΙΟΥ ΓΕΩΡΓΙΟΥ — Φέρεται εἰς γνῶσιν τῶν τιμώντων τὴν μνήμην τοῦ Ἁγίου Γεωργίου, ὅτι ὁ ἑορτασμὸς θὰ λάβῃ χώραν τὴν 23ην Ἀπριλίου. Τοῦ Ἐπιτρόπου τῆς Πανηγυρικῆς Λειτουργίας προσκαλοῦνται οἱ πιστοί. Ὁ Πρόεδρος ΧΣΙΑ Η. ΜΑΚΡΗΣ (262, 1139, 506, 1230)
social-column (518, 44, 718, 1664)
currency-rate: Ἀγορὰ 55.25 (518, 2066, 568, 2077)
race-result: 2) ΕΛ ΕΔΟΥΜΠΑ ΑΡΑΠΙΑ ........ 15 (6, 1312, 148, 1323)
coptic-headline-2: ΠΑΤΡΙΑΡΧΗΣ ΚΟΠΤΩΝ (1200, 72, 1526, 106)
currency-rate: Αἰγυπτιακὴ Λίρα Ἐλβ. φρ. 5.40 (518, 2111, 639, 2122)
cinema-listing: ΡΟΥΑΓΙΑΛ — Τηλ. 26329 STRANGER IN MY ARMS (Τζοὺν Ἄλλισον, Σαντρα Ντὶ) Σινεμασκόπ (260, 190, 504, 213)
radio-program-item: 14.10 Πανόδος (6, 594, 64, 605)
radio-program-item: 13.30 Ἔργα Μπετόβεν (6, 579, 94, 590)
race-result: 1) ΚΑΤΑΡ ΕΛ ΓΙΑΛΑ ........ 16—18 (6, 1300, 145, 1311)
entertainment-kicker: ΑΙ ΠΛΗΡΟΦΟΡΙΑΙ ΜΑΣ ΔΙΑ ΤΑ : (50, 44, 462, 72)
world-bank-headline-1: ΦΘΑΝΕΙ ΣΗΜΕΡΟΝ ΕΙΣ ΚΑΪΡΟΝ (1203, 463, 1523, 486)
world-bank-article (1132, 458, 1594, 788)
soup-kitchen-article (1132, 1246, 1358, 1728)
